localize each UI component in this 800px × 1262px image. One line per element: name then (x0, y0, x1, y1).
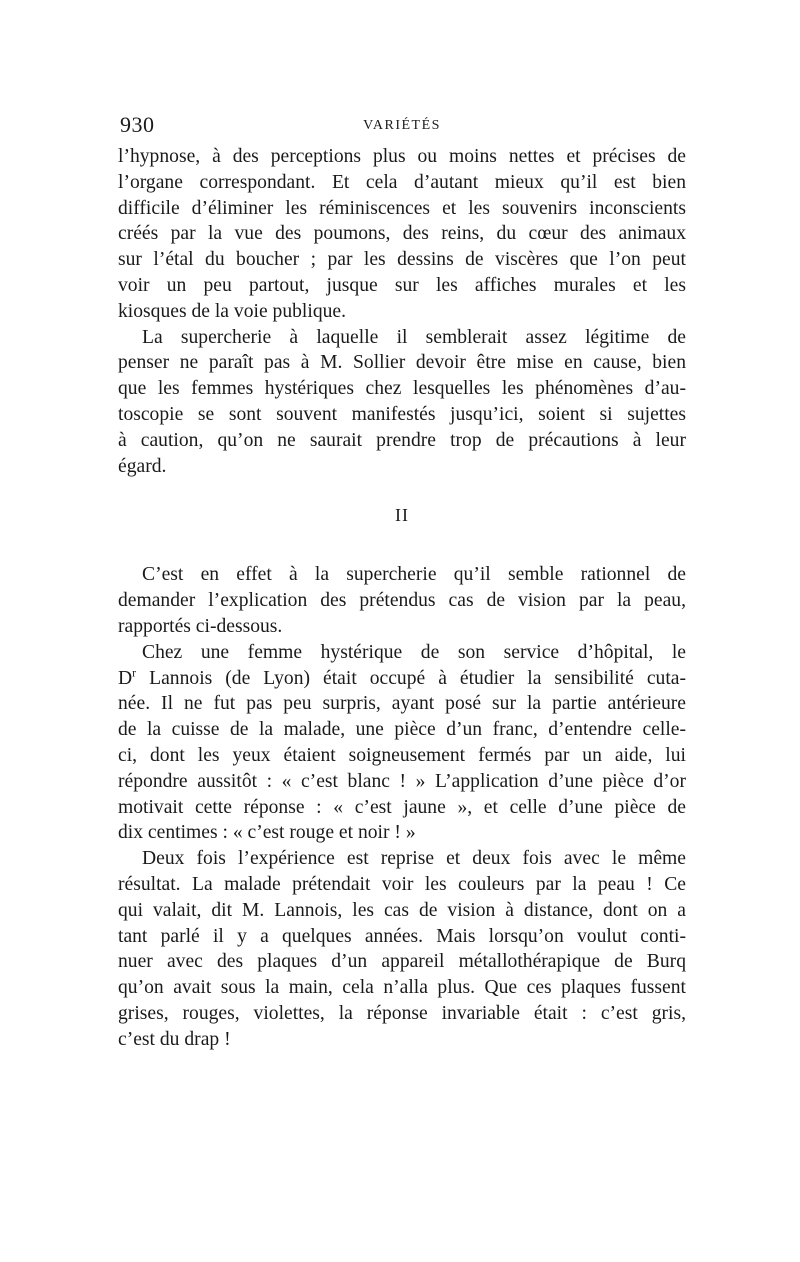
text-line: penser ne paraît pas à M. Sollier devoir être mise en cause, bien (118, 352, 686, 374)
text-line: sur l’étal du boucher ; par les dessins de viscères que l’on peut (118, 249, 686, 271)
text-line: nuer avec des plaques d’un appareil métallothérapique de Burq (118, 951, 686, 973)
text-line: grises, rouges, violettes, la réponse invariable était : c’est gris, (118, 1002, 686, 1024)
text-line: kiosques de la voie publique. (118, 300, 347, 322)
text-line: répondre aussitôt : « c’est blanc ! » L’application d’une pièce d’or (118, 770, 686, 792)
text-line: ci, dont les yeux étaient soigneusement fermés par un aide, lui (118, 744, 686, 766)
text-line: résultat. La malade prétendait voir les couleurs par la peau ! Ce (118, 873, 686, 895)
paragraph-3 (118, 562, 686, 639)
text-line (118, 666, 686, 692)
running-title: VARIÉTÉS (363, 118, 441, 133)
text-line: égard. (118, 455, 167, 477)
text-line: tant parlé il y a quelques années. Mais lorsqu’on voulut conti- (118, 925, 686, 947)
text-line: Chez une femme hystérique de son service d’hôpital, le (142, 641, 686, 663)
doctor-abbrev-superscript: r (132, 665, 137, 680)
text-line: l’organe correspondant. Et cela d’autant mieux qu’il est bien (118, 171, 686, 193)
text-line: La supercherie à laquelle il semblerait assez légitime de (142, 326, 686, 348)
text-line: qu’on avait sous la main, cela n’alla plus. Que ces plaques fussent (118, 977, 686, 999)
text-line: toscopie se sont souvent manifestés jusqu’ici, soient si sujettes (118, 403, 686, 425)
text-line: C’est en effet à la supercherie qu’il semble rationnel de (142, 564, 686, 586)
text-line: demander l’explication des prétendus cas de vision par la peau, (118, 590, 686, 612)
page-number: 930 (120, 112, 155, 137)
paragraph-2 (118, 325, 686, 480)
text-line: c’est du drap ! (118, 1028, 231, 1050)
text-line: née. Il ne fut pas peu surpris, ayant posé sur la partie antérieure (118, 693, 686, 715)
text-line: motivait cette réponse : « c’est jaune », et celle d’une pièce de (118, 796, 686, 818)
page-header (118, 110, 686, 144)
text-line: l’hypnose, à des perceptions plus ou moins nettes et précises de (118, 146, 686, 167)
text-fragment: Lannois (de Lyon) était occupé à étudier la sensibilité cuta- (136, 667, 686, 689)
text-line: voir un peu partout, jusque sur les affiches murales et les (118, 274, 686, 296)
text-line: rapportés ci-dessous. (118, 615, 283, 637)
text-line: Deux fois l’expérience est reprise et deux fois avec le même (142, 848, 686, 870)
text-line: difficile d’éliminer les réminiscences et les souvenirs inconscients (118, 197, 686, 219)
book-page (118, 110, 686, 1053)
doctor-abbrev: D (118, 667, 133, 689)
text-line: à caution, qu’on ne saurait prendre trop de précautions à leur (118, 429, 686, 451)
paragraph-4 (118, 640, 686, 846)
text-line: qui valait, dit M. Lannois, les cas de vision à distance, dont on a (118, 899, 686, 921)
paragraph-1 (118, 144, 686, 325)
text-line: que les femmes hystériques chez lesquelles les phénomènes d’au- (118, 378, 686, 400)
text-line: créés par la vue des poumons, des reins, du cœur des animaux (118, 223, 686, 245)
paragraph-5 (118, 846, 686, 1052)
text-line: de la cuisse de la malade, une pièce d’un franc, d’entendre celle- (118, 719, 686, 741)
section-heading: II (395, 505, 409, 526)
text-line: dix centimes : « c’est rouge et noir ! » (118, 822, 416, 844)
